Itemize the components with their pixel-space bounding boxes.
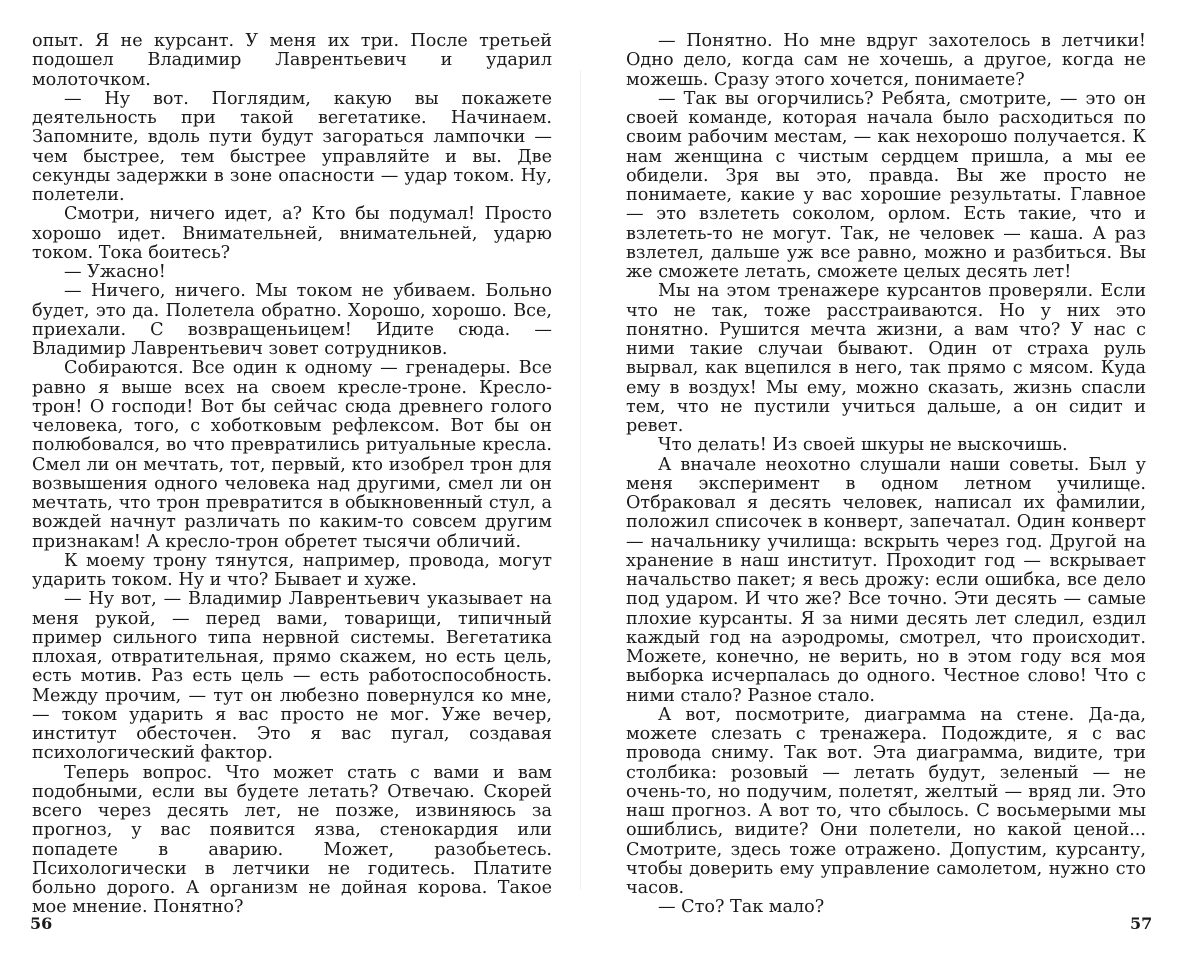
paragraph: — Сто? Так мало? [658, 897, 825, 918]
paragraph: Теперь вопрос. Что может стать с вами и вам подобными, если вы будете летать? Отвечаю. Скорей всего через десять лет, не позже, извиняюсь за прогноз, у вас появится язва, стенокардия или попадете в аварию. Может, разобьетесь. Психологически в летчики не годитесь. Платите больно дорого. А организм не дойная корова. Такое мое мнение. Понятно? [32, 762, 552, 918]
paragraph: — Ну вот, — Владимир Лаврентьевич указывает на меня рукой, — перед вами, товарищи, типичный пример сильного типа нервной системы. Вегетатика плохая, отвратительная, прямо скажем, но есть цель, есть мотив. Раз есть цель — есть работоспособность. Между прочим, — тут он любезно повернулся ко мне, — током ударить я вас просто не мог. Уже вечер, институт обесточен. Это я вас пугал, создавая психологический фактор. [32, 589, 552, 764]
paragraph: — Понятно. Но мне вдруг захотелось в летчики! Одно дело, когда сам не хочешь, а другое, когда не можешь. Сразу этого хочется, понимаете? [626, 31, 1146, 90]
paragraph: — Ну вот. Поглядим, какую вы покажете деятельность при такой вегетатике. Начинаем. Запомните, вдоль пути будут загораться лампочки — чем быстрее, тем быстрее управляйте и вы. Две секунды задержки в зоне опасности — удар током. Ну, полетели. [32, 88, 552, 205]
page-number-right: 57 [1130, 914, 1153, 933]
page-gutter [580, 70, 581, 890]
paragraph: — Так вы огорчились? Ребята, смотрите, — это он своей команде, которая начала было расходиться по своим рабочим местам, — как нехорошо получается. К нам женщина с чистым сердцем пришла, а мы ее обидели. Зря вы это, правда. Вы же просто не понимаете, какие у вас хорошие результаты. Главное — это взлететь соколом, орлом. Есть такие, что и взлететь-то не могут. Так, не человек — каша. А раз взлетел, дальше уж все равно, можно и разбиться. Вы же сможете летать, сможете целых десять лет! [626, 88, 1146, 282]
paragraph: Мы на этом тренажере курсантов проверяли. Если что не так, тоже расстраиваются. Но у них это понятно. Рушится мечта жизни, а вам что? У нас с ними такие случаи бывают. Один от страха руль вырвал, как вцепился в него, так прямо с мясом. Куда ему в воздух! Мы ему, можно сказать, жизнь спасли тем, что не пустили учиться дальше, а он сидит и ревет. [626, 281, 1146, 436]
paragraph: опыт. Я не курсант. У меня их три. После третьей подошел Владимир Лаврентьевич и ударил молоточком. [32, 31, 552, 90]
left-page-text [32, 32, 552, 918]
paragraph: К моему трону тянутся, например, провода, могут ударить током. Ну и что? Бывает и хуже. [32, 550, 552, 590]
paragraph: — Ужасно! [64, 262, 166, 282]
paragraph: Собираются. Все один к одному — гренадеры. Все равно я выше всех на своем кресле-троне. Кресло-трон! О господи! Вот бы сейчас сюда древнего голого человека, того, с хоботковым рефлексом. Вот бы он полюбовался, во что превратились ритуальные кресла. Смел ли он мечтать, тот, первый, кто изобрел трон для возвышения одного человека над другими, смел ли он мечтать, что трон превратится в обыкновенный стул, а вождей начнут различать по каким-то совсем другим признакам! А кресло-трон обретет тысячи обличий. [32, 358, 552, 552]
right-page-text [626, 32, 1146, 918]
paragraph: Что делать! Из своей шкуры не выскочишь. [658, 435, 1068, 456]
page-number-left: 56 [30, 914, 53, 933]
paragraph: А вначале неохотно слушали наши советы. Был у меня эксперимент в одном летном училище. Отбраковал я десять человек, написал их фамилии, положил списочек в конверт, запечатал. Один конверт — начальнику училища: вскрыть через год. Другой на хранение в наш институт. Проходит год — вскрывает начальство пакет; я весь дрожу: если ошибка, все дело под ударом. И что же? Все точно. Эти десять — самые плохие курсанты. Я за ними десять лет следил, ездил каждый год на аэродромы, смотрел, что происходит. Можете, конечно, не верить, но в этом году вся моя выборка исчерпалась до одного. Честное слово! Что с ними стало? Разное стало. [626, 454, 1146, 706]
paragraph: А вот, посмотрите, диаграмма на стене. Да-да, можете слезать с тренажера. Подождите, я с вас провода сниму. Так вот. Эта диаграмма, видите, три столбика: розовый — летать будут, зеленый — не очень-то, но подучим, полетят, желтый — вряд ли. Это наш прогноз. А вот то, что сбылось. С восьмерыми мы ошиблись, видите? Они полетели, но какой ценой... Смотрите, здесь тоже отражено. Допустим, курсанту, чтобы доверить ему управление самолетом, нужно сто часов. [626, 704, 1146, 898]
paragraph: Смотри, ничего идет, а? Кто бы подумал! Просто хорошо идет. Внимательней, внимательней, ударю током. Тока боитесь? [32, 204, 552, 263]
paragraph: — Ничего, ничего. Мы током не убиваем. Больно будет, это да. Полетела обратно. Хорошо, хорошо. Все, приехали. С возвращеньицем! Идите сюда. — Владимир Лаврентьевич зовет сотрудников. [32, 281, 552, 359]
